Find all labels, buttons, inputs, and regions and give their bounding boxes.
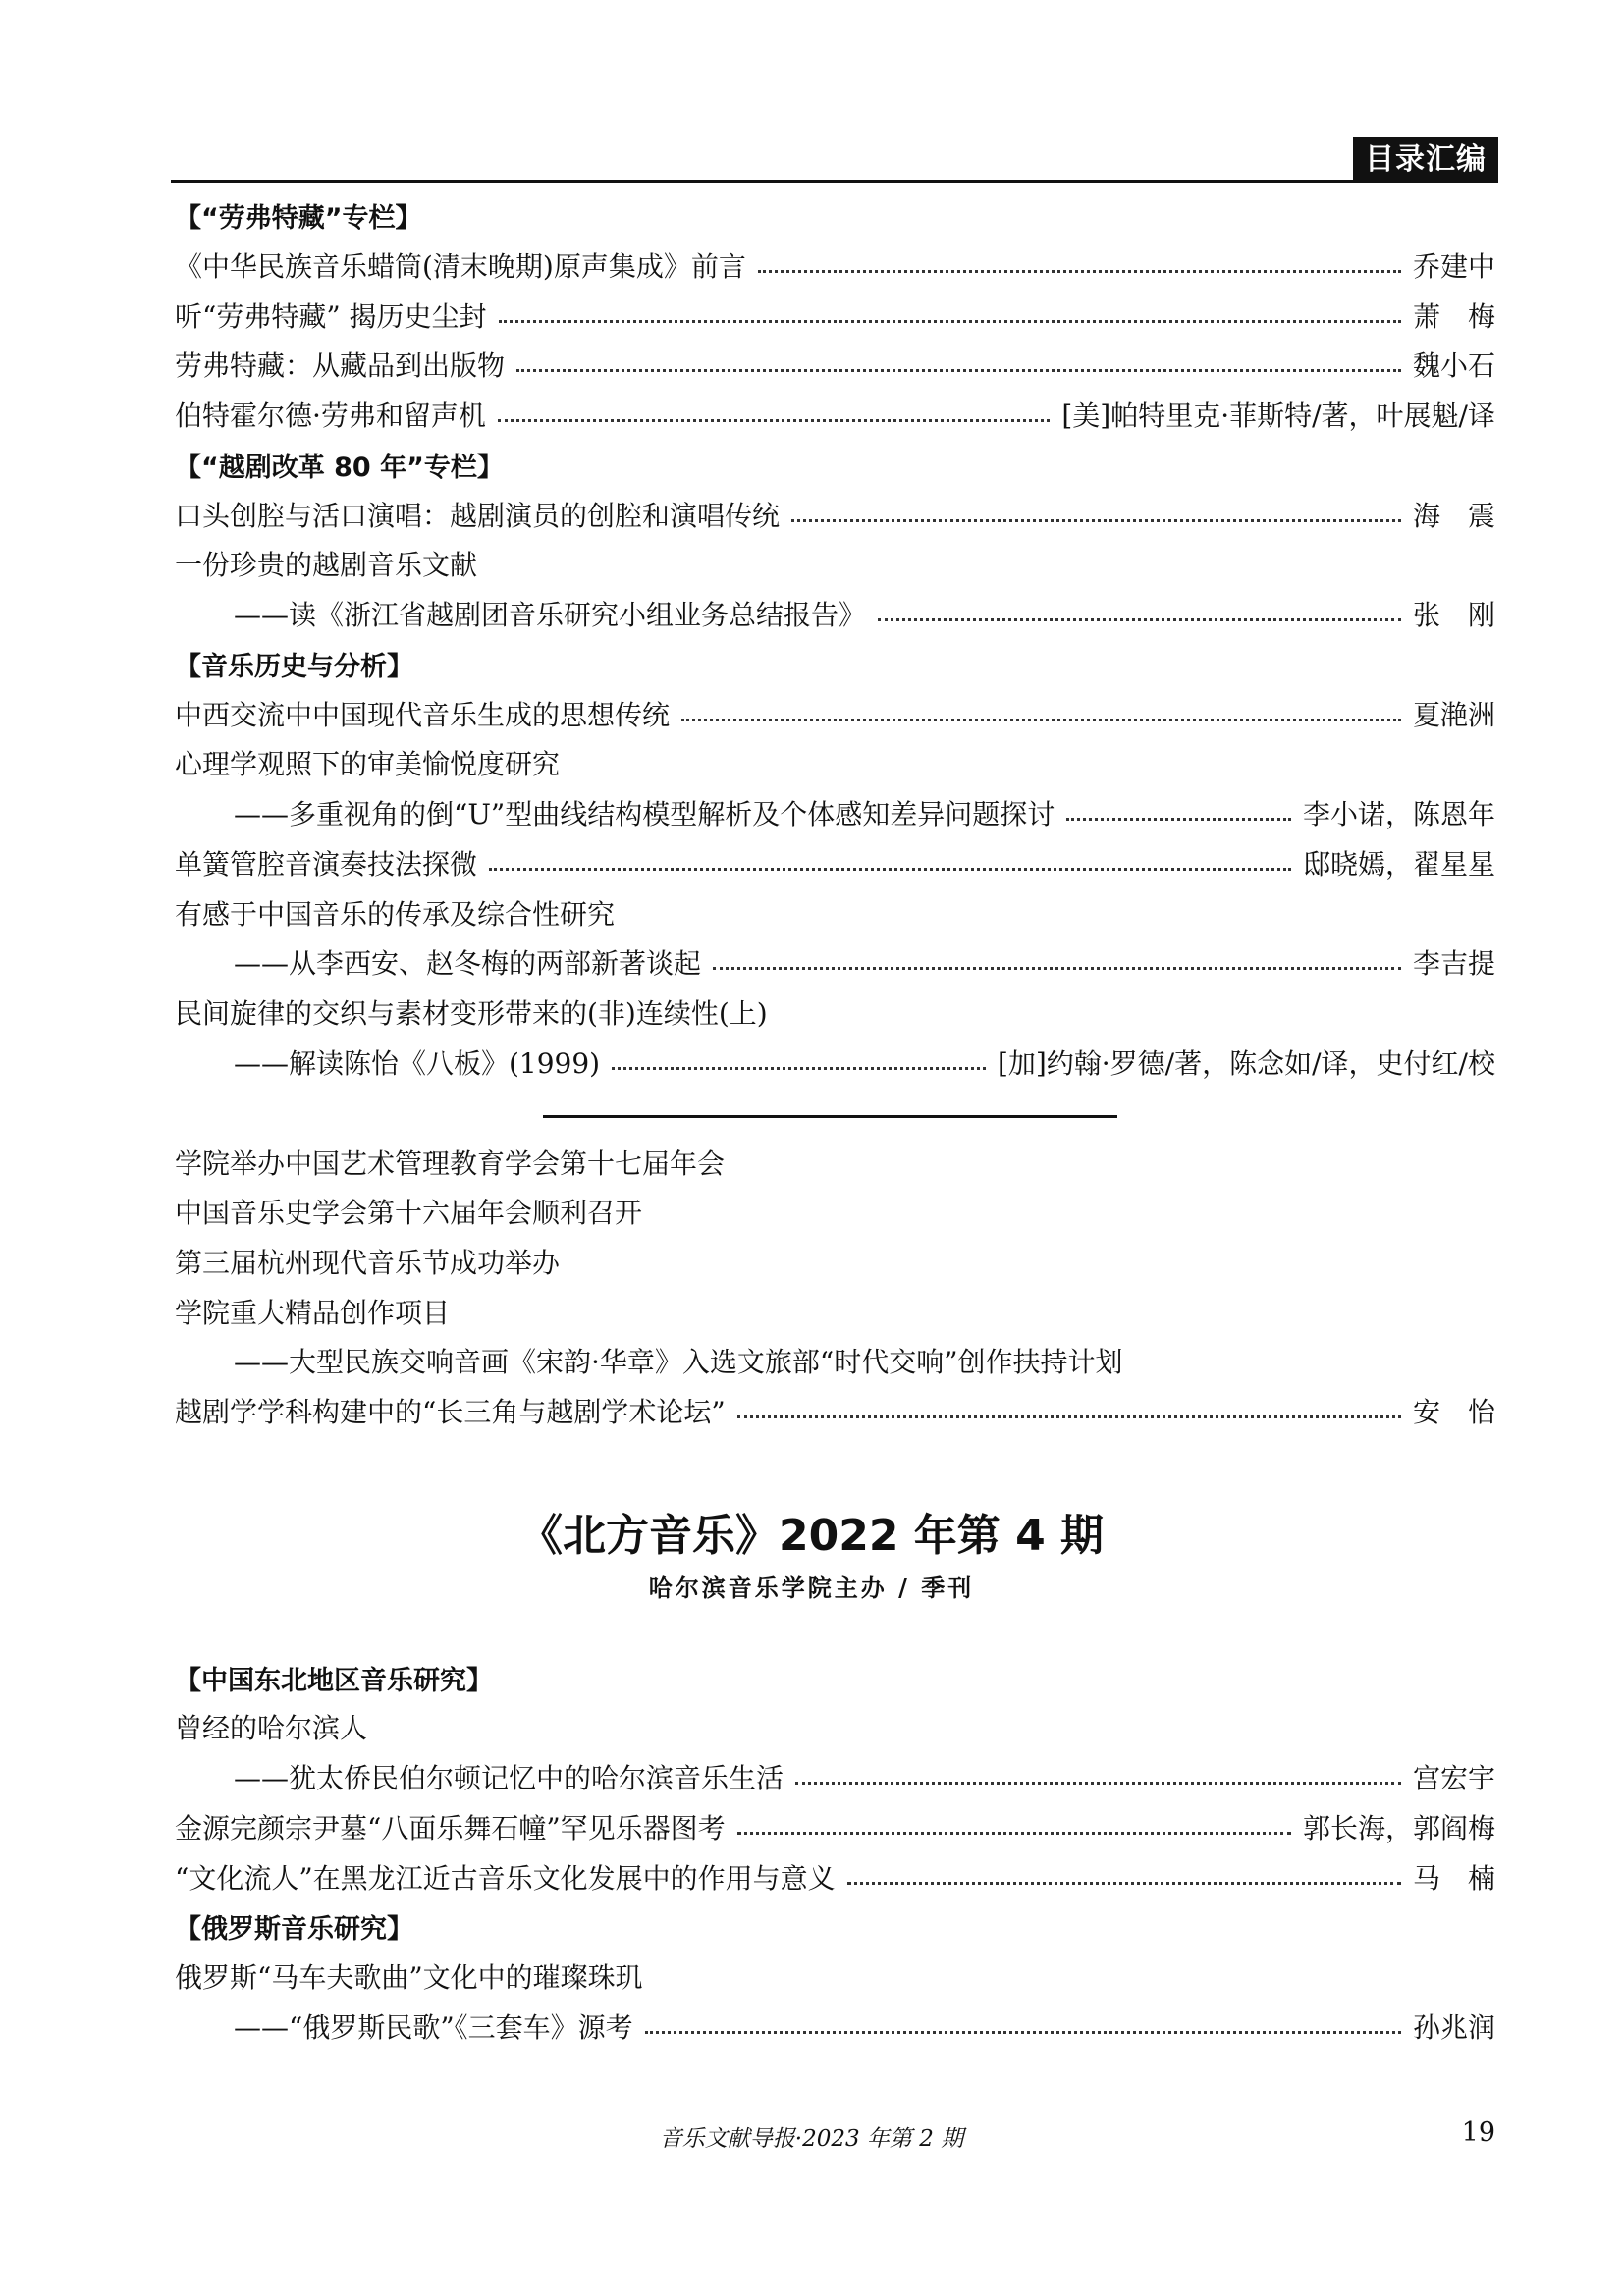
section-heading: 【“越剧改革 80 年”专栏】 [175,452,504,483]
toc-entry[interactable] [175,1852,1495,1901]
issue-subtitle: 哈尔滨音乐学院主办 / 季刊 [648,1574,975,1602]
entry-author: 郭长海，郭阎梅 [1302,1812,1495,1844]
toc-entry[interactable] [234,937,1495,987]
entry-author: 马 楠 [1412,1862,1495,1895]
leader-dots [498,419,1050,422]
entry-title: 越剧学学科构建中的“长三角与越剧学术论坛” [175,1396,726,1428]
entry-title: 劳弗特藏：从藏品到出版物 [175,349,506,382]
entry-author: 夏滟洲 [1412,699,1495,731]
entry-title: ——多重视角的倒“U”型曲线结构模型解析及个体感知差异问题探讨 [234,798,1055,830]
leader-dots [878,618,1401,621]
entry-author: 乔建中 [1412,250,1495,283]
entry-author: 孙兆润 [1412,2011,1495,2044]
entry-title: 学院举办中国艺术管理教育学会第十七届年会 [175,1148,726,1180]
entry-title: 学院重大精品创作项目 [175,1297,451,1329]
news-item[interactable] [175,1187,1495,1236]
entry-title: ——“俄罗斯民歌”《三套车》源考 [234,2011,633,2044]
section-badge: 目录汇编 [1353,137,1498,182]
toc-entry[interactable] [234,2002,1495,2051]
entry-title: 俄罗斯“马车夫歌曲”文化中的璀璨珠玑 [175,1961,643,1994]
entry-title: 听“劳弗特藏” 揭历史尘封 [175,300,487,333]
toc-entry[interactable] [175,340,1495,389]
leader-dots [795,1782,1401,1785]
news-item[interactable] [175,1237,1495,1286]
toc-entry[interactable] [175,888,1495,937]
entry-title: ——读《浙江省越剧团音乐研究小组业务总结报告》 [234,599,867,631]
toc-entry[interactable] [175,390,1495,439]
toc-entry[interactable] [175,1702,1495,1751]
entry-author: 李吉提 [1412,947,1495,980]
entry-title: ——犹太侨民伯尔顿记忆中的哈尔滨音乐生活 [234,1762,784,1794]
entry-title: 中西交流中中国现代音乐生成的思想传统 [175,699,671,731]
entry-title: 民间旋律的交织与素材变形带来的(非)连续性(上) [175,997,768,1030]
entry-title: 有感于中国音乐的传承及综合性研究 [175,898,616,931]
toc-entry[interactable] [175,539,1495,588]
leader-dots [681,719,1401,721]
toc-entry[interactable] [175,490,1495,539]
toc-entry[interactable] [175,240,1495,290]
leader-dots [847,1882,1401,1885]
section-heading: 【中国东北地区音乐研究】 [175,1665,493,1696]
entry-title: 伯特霍尔德·劳弗和留声机 [175,400,486,432]
toc-entry[interactable] [175,1951,1495,2001]
entry-author: 李小诺，陈恩年 [1302,798,1495,830]
entry-title: 一份珍贵的越剧音乐文献 [175,549,478,581]
leader-dots [713,967,1401,970]
section-heading: 【音乐历史与分析】 [175,651,413,682]
entry-title: 第三届杭州现代音乐节成功举办 [175,1247,561,1279]
entry-title: “文化流人”在黑龙江近古音乐文化发展中的作用与意义 [175,1862,836,1895]
entry-title: 中国音乐史学会第十六届年会顺利召开 [175,1197,643,1229]
leader-dots [1066,818,1291,821]
toc-entry[interactable] [175,689,1495,738]
leader-dots [758,270,1401,273]
entry-author: 宫宏宇 [1412,1762,1495,1794]
leader-dots [499,320,1401,323]
entry-title: 口头创腔与活口演唱：越剧演员的创腔和演唱传统 [175,500,781,532]
entry-author: 海 震 [1412,500,1495,532]
toc-entry[interactable] [175,738,1495,787]
toc-entry[interactable] [175,838,1495,887]
toc-entry[interactable] [175,988,1495,1037]
leader-dots [612,1067,986,1070]
toc-entry[interactable] [175,1802,1495,1851]
page-number: 19 [1461,2117,1495,2148]
toc-entry[interactable] [234,1752,1495,1801]
leader-dots [489,868,1291,871]
entry-title: 心理学观照下的审美愉悦度研究 [175,748,561,780]
entry-author: 萧 梅 [1412,300,1495,333]
entry-title: ——大型民族交响音画《宋韵·华章》入选文旅部“时代交响”创作扶持计划 [234,1346,1123,1378]
news-item[interactable] [175,1287,1495,1336]
entry-author: 邸晓嫣，翟星星 [1302,848,1495,881]
leader-dots [791,519,1401,522]
entry-title: 曾经的哈尔滨人 [175,1712,368,1744]
news-item[interactable] [234,1336,1495,1385]
leader-dots [516,369,1401,372]
entry-author: [加]约翰·罗德/著，陈念如/译，史付红/校 [997,1047,1495,1080]
header-rule [171,180,1498,183]
toc-entry[interactable] [175,1386,1495,1435]
entry-title: 金源完颜宗尹墓“八面乐舞石幢”罕见乐器图考 [175,1812,726,1844]
entry-title: 单簧管腔音演奏技法探微 [175,848,478,881]
section-heading: 【俄罗斯音乐研究】 [175,1913,413,1945]
entry-title: ——解读陈怡《八板》(1999) [234,1047,601,1080]
leader-dots [737,1832,1291,1835]
toc-entry[interactable] [234,788,1495,837]
issue-title: 《北方音乐》2022 年第 4 期 [518,1511,1105,1561]
entry-title: 《中华民族音乐蜡筒(清末晚期)原声集成》前言 [175,250,746,283]
news-item[interactable] [175,1138,1495,1187]
toc-entry[interactable] [175,291,1495,340]
entry-title: ——从李西安、赵冬梅的两部新著谈起 [234,947,702,980]
leader-dots [737,1415,1401,1418]
toc-entry[interactable] [234,589,1495,638]
footer-journal: 音乐文献导报·2023 年第 2 期 [659,2126,964,2152]
section-heading: 【“劳弗特藏”专栏】 [175,202,422,234]
leader-dots [645,2031,1401,2034]
entry-author: 张 刚 [1412,599,1495,631]
entry-author: 魏小石 [1412,349,1495,382]
entry-author: 安 怡 [1412,1396,1495,1428]
entry-author: [美]帕特里克·菲斯特/著，叶展魁/译 [1061,400,1495,432]
section-divider [543,1115,1117,1118]
toc-entry[interactable] [234,1038,1495,1087]
